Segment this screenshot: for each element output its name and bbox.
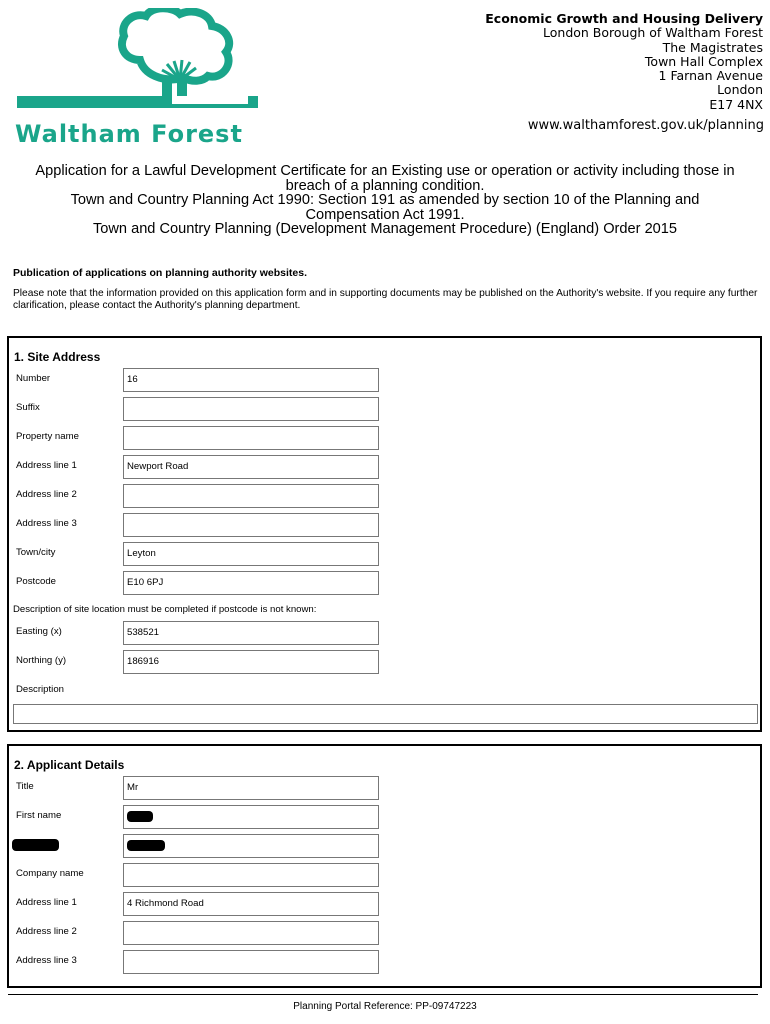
field-label: Company name bbox=[16, 868, 84, 879]
section-title: 2. Applicant Details bbox=[14, 758, 125, 772]
surname-field[interactable] bbox=[123, 834, 379, 858]
address-line: London Borough of Waltham Forest bbox=[543, 25, 763, 41]
waltham-forest-logo bbox=[12, 8, 262, 148]
footer-divider bbox=[8, 994, 758, 995]
redaction-mark bbox=[127, 811, 153, 822]
council-website: www.walthamforest.gov.uk/planning bbox=[527, 118, 764, 133]
field-label: Address line 3 bbox=[16, 955, 77, 966]
field-label: Postcode bbox=[16, 576, 57, 587]
field-label: Address line 2 bbox=[16, 489, 77, 500]
portal-reference: Planning Portal Reference: PP-09747223 bbox=[293, 1001, 477, 1012]
northing-field[interactable]: 186916 bbox=[123, 650, 379, 674]
applicant-address-line-2-field[interactable] bbox=[123, 921, 379, 945]
field-label: Address line 3 bbox=[16, 518, 77, 529]
address-line: E17 4NX bbox=[709, 96, 763, 112]
title-line: Town and Country Planning (Development Management Procedure) (England) Order 2015 bbox=[92, 221, 678, 238]
field-label: Address line 2 bbox=[16, 926, 77, 937]
title-line: breach of a planning condition. bbox=[285, 177, 485, 194]
field-label: Number bbox=[16, 373, 51, 384]
title-line: Compensation Act 1991. bbox=[305, 206, 465, 223]
company-name-field[interactable] bbox=[123, 863, 379, 887]
field-label: Address line 1 bbox=[16, 460, 77, 471]
address-line-2-field[interactable] bbox=[123, 484, 379, 508]
site-address-section bbox=[7, 336, 762, 732]
title-field[interactable]: Mr bbox=[123, 776, 379, 800]
applicant-address-line-1-field[interactable]: 4 Richmond Road bbox=[123, 892, 379, 916]
address-line: London bbox=[717, 82, 763, 98]
field-label: Town/city bbox=[16, 547, 56, 558]
redaction-mark bbox=[127, 840, 165, 851]
applicant-address-line-3-field[interactable] bbox=[123, 950, 379, 974]
publication-heading: Publication of applications on planning authority websites. bbox=[13, 267, 308, 279]
description-field[interactable] bbox=[13, 704, 758, 724]
section-title: 1. Site Address bbox=[14, 350, 101, 364]
field-label: Easting (x) bbox=[16, 626, 62, 637]
council-address bbox=[485, 12, 763, 112]
applicant-details-section bbox=[7, 744, 762, 988]
address-line: 1 Farnan Avenue bbox=[658, 68, 763, 84]
town-city-field[interactable]: Leyton bbox=[123, 542, 379, 566]
address-line-1-field[interactable]: Newport Road bbox=[123, 455, 379, 479]
suffix-field[interactable] bbox=[123, 397, 379, 421]
property-name-field[interactable] bbox=[123, 426, 379, 450]
field-label: Northing (y) bbox=[16, 655, 67, 666]
redaction-mark bbox=[12, 839, 59, 851]
location-note: Description of site location must be completed if postcode is not known: bbox=[13, 604, 317, 615]
field-label: First name bbox=[16, 810, 62, 821]
brand-name: Waltham Forest bbox=[15, 120, 243, 148]
field-label: Suffix bbox=[16, 402, 40, 413]
easting-field[interactable]: 538521 bbox=[123, 621, 379, 645]
title-line: Application for a Lawful Development Certificate for an Existing use or operation or activity including those in bbox=[35, 163, 735, 179]
redacted-label bbox=[12, 839, 59, 851]
address-line: The Magistrates bbox=[662, 39, 763, 55]
postcode-field[interactable]: E10 6PJ bbox=[123, 571, 379, 595]
field-label: Address line 1 bbox=[16, 897, 77, 908]
form-title bbox=[8, 164, 762, 237]
address-line: Town Hall Complex bbox=[644, 53, 763, 69]
first-name-field[interactable] bbox=[123, 805, 379, 829]
publication-text: Please note that the information provided on this application form and in supporting documents may be published on the Authority's website. If you require any further clarification, please contact the Authority's planning department. bbox=[13, 288, 758, 311]
number-field[interactable]: 16 bbox=[123, 368, 379, 392]
field-label: Title bbox=[16, 781, 34, 792]
address-line-3-field[interactable] bbox=[123, 513, 379, 537]
tree-logo-icon bbox=[12, 8, 262, 113]
field-label: Description bbox=[16, 684, 64, 695]
title-line: Town and Country Planning Act 1990: Section 191 as amended by section 10 of the Planning and bbox=[70, 192, 700, 209]
field-label: Property name bbox=[16, 431, 79, 442]
department-name: Economic Growth and Housing Delivery bbox=[485, 11, 763, 26]
